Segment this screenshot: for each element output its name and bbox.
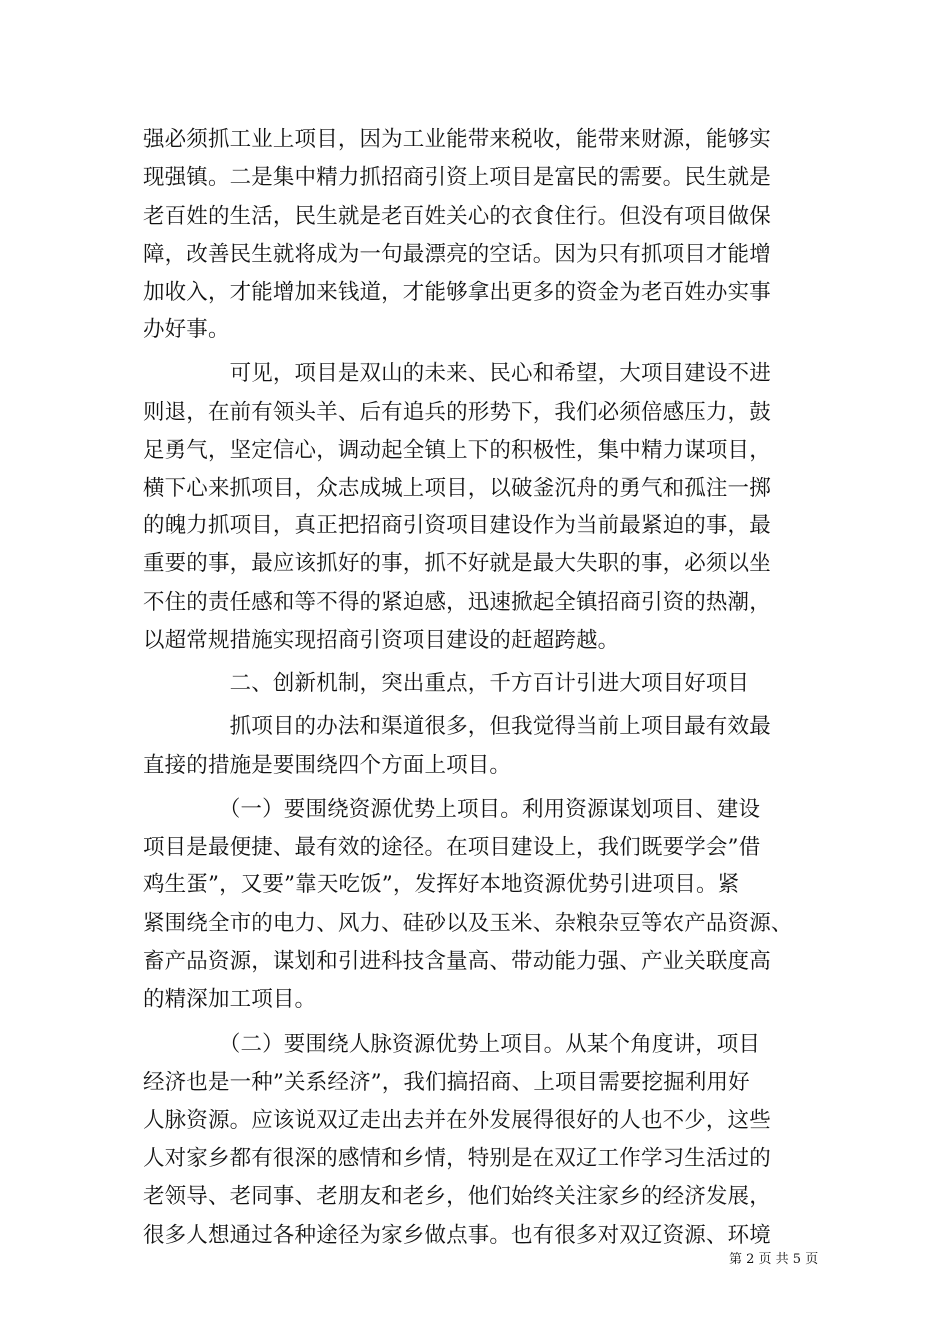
text-line: 不住的责任感和等不得的紧迫感，迅速掀起全镇招商引资的热潮， [143,590,771,615]
text-line: 可见，项目是双山的未来、民心和希望，大项目建设不进 [143,361,771,386]
text-line: 人对家乡都有很深的感情和乡情，特别是在双辽工作学习生活过的 [143,1146,771,1171]
text-line: 老领导、老同事、老朋友和老乡，他们始终关注家乡的经济发展， [143,1184,771,1209]
text-line: 加收入，才能增加来钱道，才能够拿出更多的资金为老百姓办实事 [143,280,771,305]
text-line: 办好事。 [143,317,230,342]
text-line: 足勇气，坚定信心，调动起全镇上下的积极性，集中精力谋项目， [143,438,771,463]
text-line: 障，改善民生就将成为一句最漂亮的空话。因为只有抓项目才能增 [143,242,771,267]
text-line: 很多人想通过各种途径为家乡做点事。也有很多对双辽资源、环境 [143,1223,771,1248]
text-line: 经济也是一种”关系经济”，我们搞招商、上项目需要挖掘利用好 [143,1070,750,1095]
text-line: 鸡生蛋”，又要”靠天吃饭”，发挥好本地资源优势引进项目。紧 [143,872,740,897]
text-line: 直接的措施是要围绕四个方面上项目。 [143,753,512,778]
text-line: 以超常规措施实现招商引资项目建设的赶超跨越。 [143,628,620,653]
text-line: （二）要围绕人脉资源优势上项目。从某个角度讲，项目 [143,1032,761,1057]
text-line: 则退，在前有领头羊、后有追兵的形势下，我们必须倍感压力，鼓 [143,400,771,425]
text-line: 紧围绕全市的电力、风力、硅砂以及玉米、杂粮杂豆等农产品资源、 [143,911,793,936]
section-heading: 二、创新机制，突出重点，千方百计引进大项目好项目 [143,671,750,696]
text-line: （一）要围绕资源优势上项目。利用资源谋划项目、建设 [143,797,761,822]
page-number-footer: 第 2 页 共 5 页 [729,1252,819,1267]
text-line: 横下心来抓项目，众志成城上项目，以破釜沉舟的勇气和孤注一掷 [143,476,771,501]
text-line: 老百姓的生活，民生就是老百姓关心的衣食住行。但没有项目做保 [143,204,771,229]
text-line: 畜产品资源，谋划和引进科技含量高、带动能力强、产业关联度高 [143,949,771,974]
text-line: 重要的事，最应该抓好的事，抓不好就是最大失职的事，必须以坐 [143,551,771,576]
text-line: 项目是最便捷、最有效的途径。在项目建设上，我们既要学会”借 [143,835,761,860]
text-line: 的精深加工项目。 [143,987,317,1012]
text-line: 强必须抓工业上项目，因为工业能带来税收，能带来财源，能够实 [143,127,771,152]
text-line: 的魄力抓项目，真正把招商引资项目建设作为当前最紧迫的事，最 [143,513,771,538]
text-line: 现强镇。二是集中精力抓招商引资上项目是富民的需要。民生就是 [143,165,771,190]
text-line: 抓项目的办法和渠道很多，但我觉得当前上项目最有效最 [143,714,771,739]
text-line: 人脉资源。应该说双辽走出去并在外发展得很好的人也不少，这些 [143,1108,771,1133]
